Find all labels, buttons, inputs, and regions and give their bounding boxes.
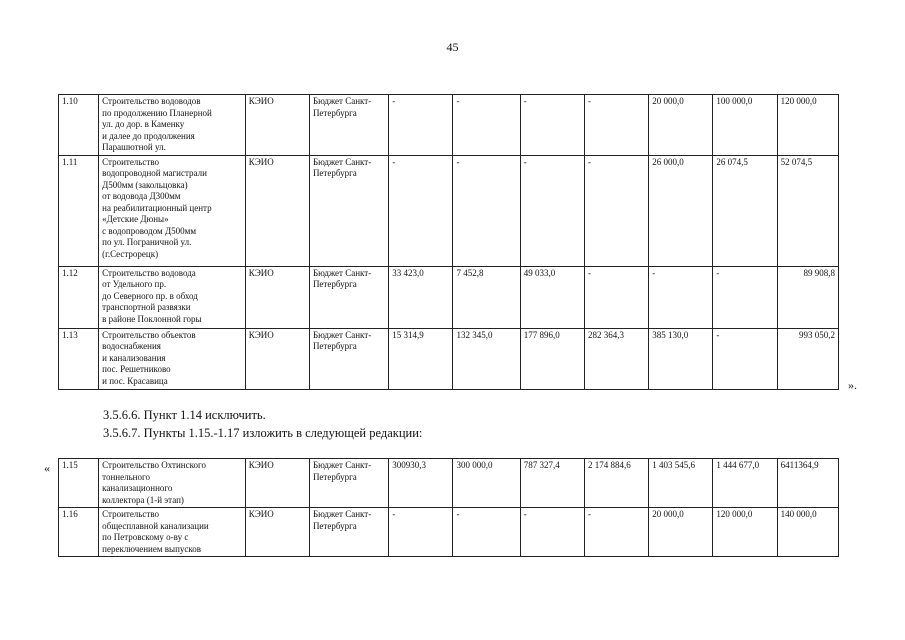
item-value: 2 174 884,6 (584, 459, 648, 508)
item-number: 1.13 (59, 328, 99, 389)
opening-quote-mark: « (44, 461, 50, 475)
item-total: 993 050,2 (777, 328, 838, 389)
program-table-part2 (58, 458, 839, 557)
item-value: - (649, 266, 713, 328)
item-value: 282 364,3 (584, 328, 648, 389)
item-organization: КЭИО (245, 459, 309, 508)
item-value: - (584, 155, 648, 266)
item-value: 120 000,0 (713, 508, 777, 557)
item-value: 300 000,0 (453, 459, 520, 508)
item-value: - (584, 266, 648, 328)
item-value: - (713, 266, 777, 328)
item-value: - (713, 328, 777, 389)
item-value: - (389, 95, 453, 156)
item-value: 20 000,0 (649, 508, 713, 557)
item-name: Строительство Охтинского тоннельного канализационного коллектора (1-й этап) (99, 459, 246, 508)
item-name: Строительство объектов водоснабжения и канализования пос. Решетниково и пос. Красавица (99, 328, 246, 389)
item-value: 49 033,0 (520, 266, 584, 328)
table-row (59, 266, 839, 328)
item-total: 140 000,0 (777, 508, 838, 557)
table-row (59, 95, 839, 156)
item-value: 1 403 545,6 (649, 459, 713, 508)
program-table-part1 (58, 94, 839, 390)
item-value: - (389, 508, 453, 557)
closing-quote-mark: ». (848, 378, 857, 392)
item-value: 100 000,0 (713, 95, 777, 156)
item-value: - (584, 95, 648, 156)
item-name: Строительство водопроводной магистрали Д500мм (закольцовка) от водовода Д300мм на реабилитационный центр «Детские Дюны» с водопроводом Д500мм по ул. Пограничной ул. (г.Сестрорецк) (99, 155, 246, 266)
item-number: 1.10 (59, 95, 99, 156)
table-row (59, 459, 839, 508)
table-row (59, 508, 839, 557)
paragraph-item-revision: 3.5.6.7. Пункты 1.15.-1.17 изложить в следующей редакции: (103, 426, 423, 440)
item-value: 26 000,0 (649, 155, 713, 266)
table-row (59, 155, 839, 266)
item-value: 177 896,0 (520, 328, 584, 389)
item-value: 787 327,4 (520, 459, 584, 508)
item-value: - (584, 508, 648, 557)
item-funding-source: Бюджет Санкт- Петербурга (309, 95, 388, 156)
item-value: 132 345,0 (453, 328, 520, 389)
item-number: 1.12 (59, 266, 99, 328)
item-value: 26 074,5 (713, 155, 777, 266)
item-funding-source: Бюджет Санкт- Петербурга (309, 459, 388, 508)
item-funding-source: Бюджет Санкт- Петербурга (309, 266, 388, 328)
item-funding-source: Бюджет Санкт- Петербурга (309, 155, 388, 266)
item-number: 1.11 (59, 155, 99, 266)
item-value: - (520, 155, 584, 266)
item-value: - (453, 95, 520, 156)
item-value: - (520, 95, 584, 156)
item-value: 7 452,8 (453, 266, 520, 328)
item-value: 1 444 677,0 (713, 459, 777, 508)
item-value: - (520, 508, 584, 557)
item-organization: КЭИО (245, 266, 309, 328)
item-number: 1.15 (59, 459, 99, 508)
item-name: Строительство водоводов по продолжению Планерной ул. до дор. в Каменку и далее до продолжения Парашютной ул. (99, 95, 246, 156)
item-total: 120 000,0 (777, 95, 838, 156)
table-row (59, 328, 839, 389)
item-value: 15 314,9 (389, 328, 453, 389)
item-organization: КЭИО (245, 508, 309, 557)
item-value: 385 130,0 (649, 328, 713, 389)
page-number: 45 (446, 40, 459, 54)
item-value: - (453, 155, 520, 266)
item-value: 20 000,0 (649, 95, 713, 156)
item-organization: КЭИО (245, 95, 309, 156)
item-organization: КЭИО (245, 155, 309, 266)
item-value: - (453, 508, 520, 557)
item-number: 1.16 (59, 508, 99, 557)
item-value: - (389, 155, 453, 266)
item-funding-source: Бюджет Санкт- Петербурга (309, 328, 388, 389)
item-name: Строительство общесплавной канализации по Петровскому о-ву с переключением выпусков (99, 508, 246, 557)
item-total: 52 074,5 (777, 155, 838, 266)
item-total: 6411364,9 (777, 459, 838, 508)
item-value: 33 423,0 (389, 266, 453, 328)
item-value: 300930,3 (389, 459, 453, 508)
item-organization: КЭИО (245, 328, 309, 389)
item-total: 89 908,8 (777, 266, 838, 328)
paragraph-item-exclusion: 3.5.6.6. Пункт 1.14 исключить. (103, 408, 266, 422)
item-name: Строительство водовода от Удельного пр. до Северного пр. в обход транспортной развязки в районе Поклонной горы (99, 266, 246, 328)
item-funding-source: Бюджет Санкт- Петербурга (309, 508, 388, 557)
